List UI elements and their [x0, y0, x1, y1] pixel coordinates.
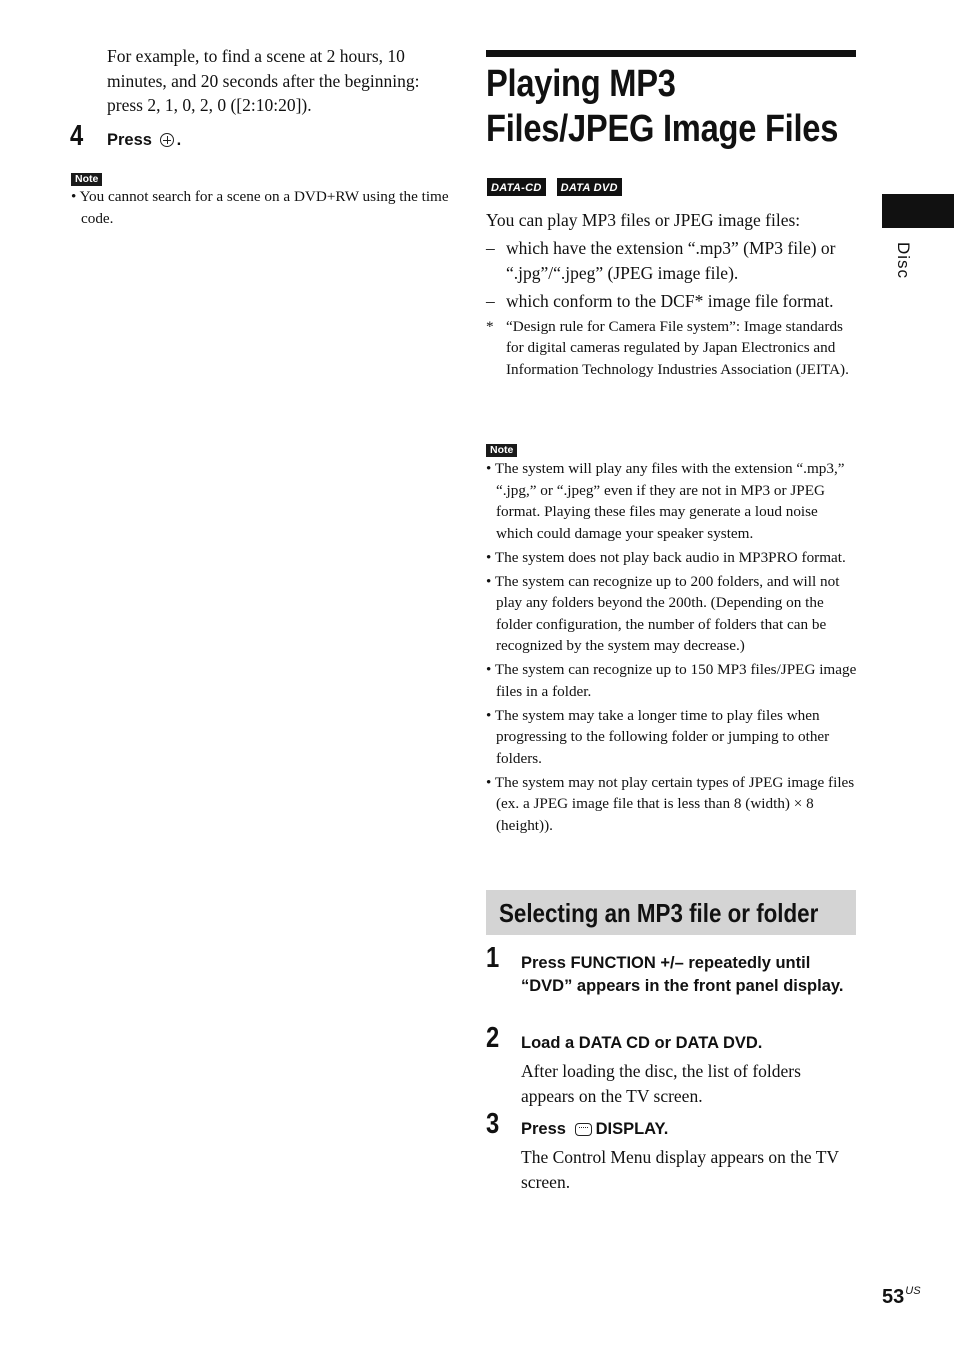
step-4-period: . [176, 131, 182, 149]
data-cd-badge: DATA-CD [487, 178, 546, 196]
note-item: • The system can recognize up to 150 MP3 files/JPEG image files in a folder. [486, 661, 857, 700]
notes-list [486, 458, 858, 839]
condition-text: which conform to the DCF* image file format. [506, 291, 834, 311]
section-tab-marker [882, 194, 954, 228]
intro-text: You can play MP3 files or JPEG image files: [486, 210, 801, 230]
step-2-body: After loading the disc, the list of folders appears on the TV screen. [521, 1061, 801, 1106]
footnote [486, 316, 858, 381]
step-3-body: The Control Menu display appears on the TV screen. [521, 1147, 839, 1192]
note-item: • The system does not play back audio in MP3PRO format. [486, 548, 846, 566]
footnote-text: “Design rule for Camera File system”: Image standards for digital cameras regulated by Japan Electronics and Information Technology Industries Association (JEITA). [506, 317, 849, 378]
note-item: • You cannot search for a scene on a DVD+RW using the time code. [71, 188, 449, 227]
example-text: For example, to find a scene at 2 hours, 10 minutes, and 20 seconds after the beginning: press 2, 1, 0, 2, 0 ([2:10:20]). [107, 46, 420, 115]
note-item: • The system may take a longer time to play files when progressing to the following folder or jumping to other folders. [486, 706, 830, 767]
note-text: The system does not play back audio in MP3PRO format. [494, 548, 846, 566]
condition-item: – which conform to the DCF* image file format. [486, 291, 834, 311]
step-4-instruction [107, 129, 181, 152]
section-title: Selecting an MP3 file or folder [499, 898, 819, 928]
step-2-instruction: Load a DATA CD or DATA DVD. [521, 1034, 763, 1052]
note-badge: Note [486, 444, 517, 457]
note-item: • The system will play any files with the extension “.mp3,” “.jpg,” or “.jpeg” even if they are not in MP3 or JPEG format. Playing these files may generate a loud noise which could damage your speaker system. [486, 460, 845, 542]
step-3-label: Press [521, 1120, 566, 1138]
step-number-2: 2 [486, 1022, 500, 1054]
step-3-instruction [521, 1118, 856, 1141]
page-number-value: 53 [882, 1286, 905, 1308]
condition-text: which have the extension “.mp3” (MP3 file) or “.jpg”/“.jpeg” (JPEG image file). [506, 238, 836, 283]
footnote-mark: * [486, 317, 494, 335]
disc-type-badges [487, 178, 622, 196]
section-tab-label: Disc [894, 242, 913, 280]
page-title: Playing MP3 Files/JPEG Image Files [486, 63, 839, 150]
page-number [882, 1285, 921, 1309]
step-3-label-after: DISPLAY. [595, 1120, 669, 1138]
note-badge: Note [71, 173, 102, 186]
step-1-instruction: Press FUNCTION +/– repeatedly until “DVD” appears in the front panel display. [521, 954, 844, 995]
note-text: The system will play any files with the extension “.mp3,” “.jpg,” or “.jpeg” even if they are not in MP3 or JPEG format. Playing these files may generate a loud noise which could damage your speaker system. [494, 460, 845, 542]
note-text: The system may not play certain types of JPEG image files (ex. a JPEG image file that is less than 8 (width) × 8 (height)). [494, 773, 855, 834]
title-rule [486, 50, 856, 57]
condition-item: – which have the extension “.mp3” (MP3 file) or “.jpg”/“.jpeg” (JPEG image file). [486, 238, 836, 283]
note-item: • The system can recognize up to 200 folders, and will not play any folders beyond the 200th. (Depending on the folder configuration, the number of folders that can be recognized by the system may decrease.) [486, 572, 840, 654]
page-number-suffix: US [905, 1285, 921, 1297]
data-dvd-badge: DATA DVD [557, 178, 622, 196]
note-text: The system can recognize up to 200 folders, and will not play any folders beyond the 200th. (Depending on the folder configuration, the number of folders that can be recognized by the system may decrease.) [494, 572, 840, 654]
note-text: The system may take a longer time to play files when progressing to the following folder or jumping to other folders. [494, 706, 830, 767]
step-4-label: Press [107, 131, 152, 149]
step-number-3: 3 [486, 1108, 500, 1140]
note-item: • The system may not play certain types of JPEG image files (ex. a JPEG image file that is less than 8 (width) × 8 (height)). [486, 773, 855, 834]
enter-button-icon [160, 133, 174, 147]
conditions-list [486, 236, 858, 380]
step-number-1: 1 [486, 942, 500, 974]
note-text: You cannot search for a scene on a DVD+RW using the time code. [79, 188, 449, 227]
note-text: The system can recognize up to 150 MP3 files/JPEG image files in a folder. [494, 661, 857, 700]
step-number-4: 4 [70, 120, 84, 152]
display-button-icon [575, 1123, 592, 1136]
